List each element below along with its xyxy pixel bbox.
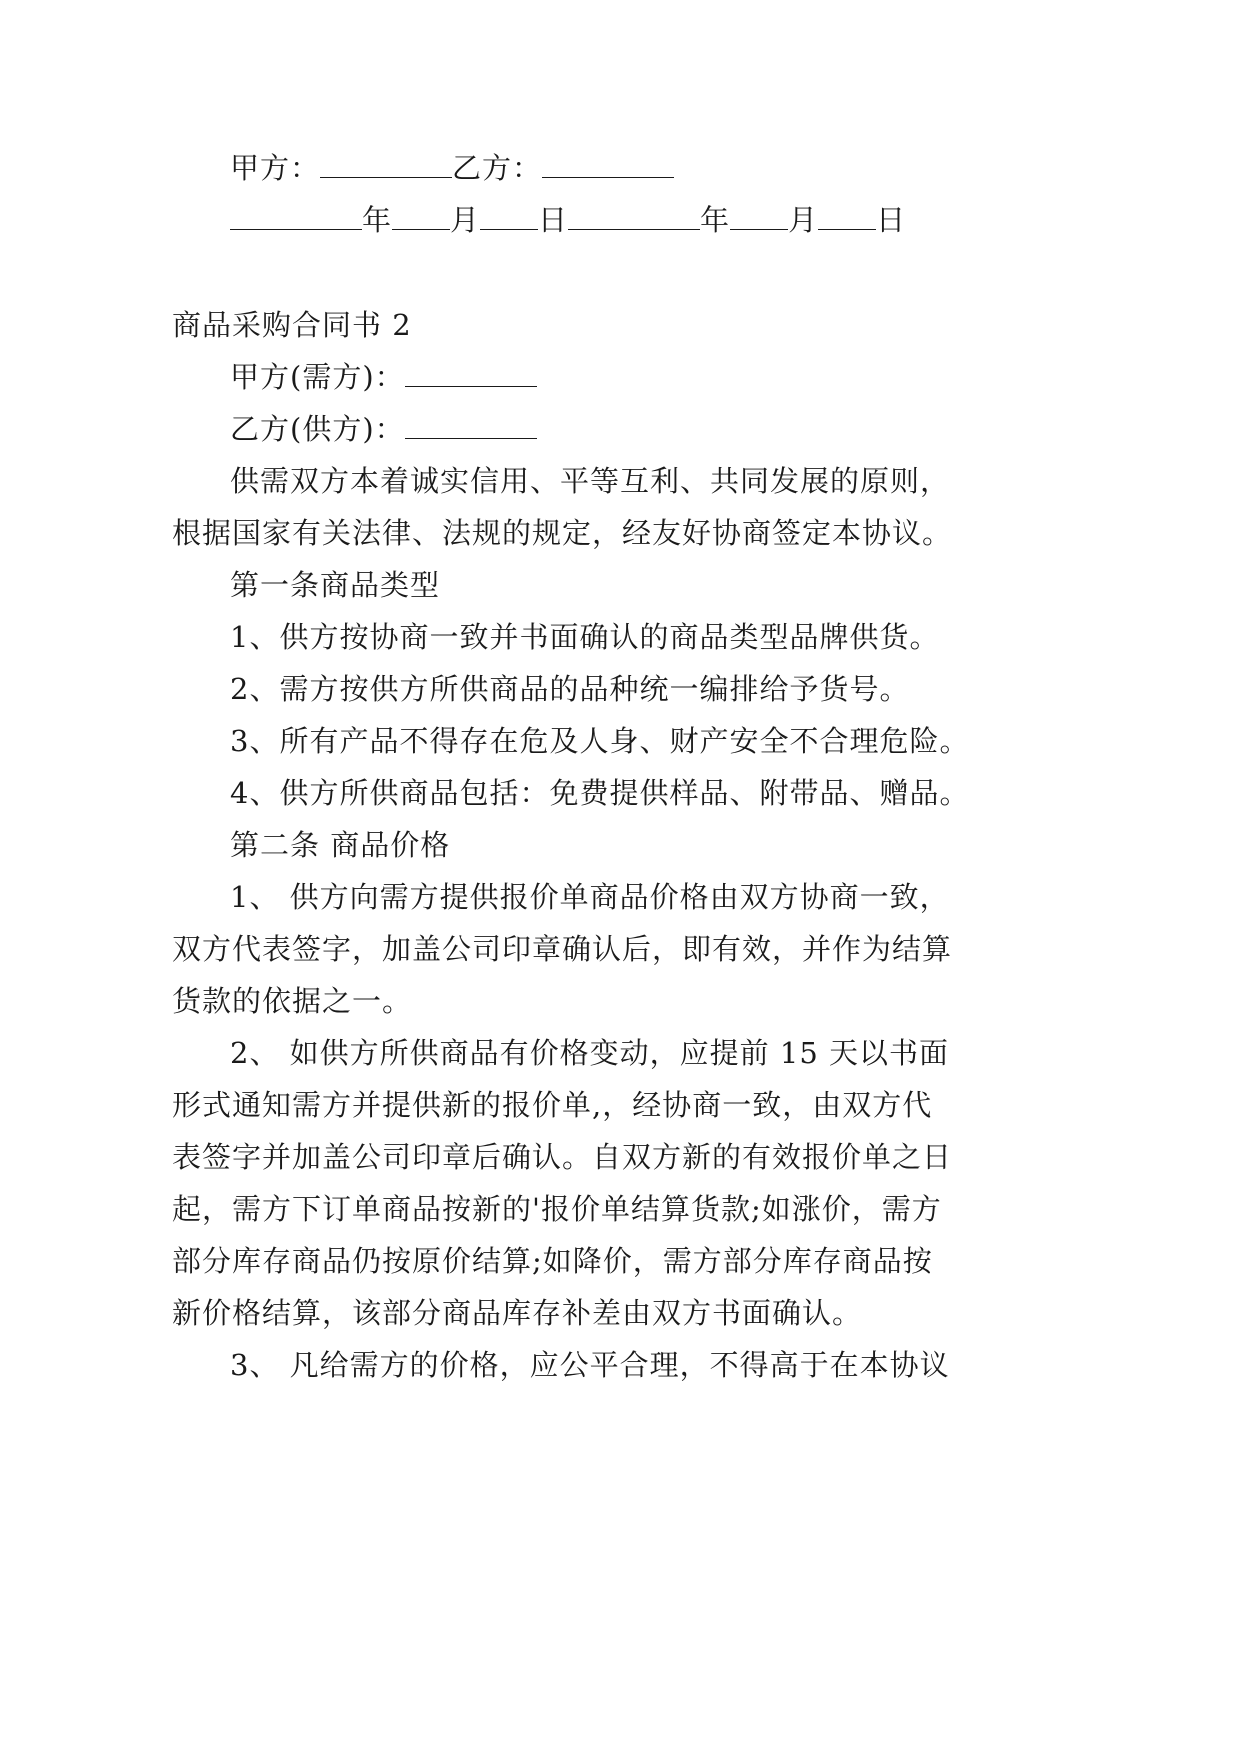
article-2-item-1-line-3: 货款的依据之一。 <box>172 984 413 1018</box>
date-a-month: 月 <box>450 203 481 237</box>
date-b-year-blank <box>568 203 700 230</box>
article-2-heading: 第二条 商品价格 <box>230 828 451 862</box>
article-2-item-2-line-3: 表签字并加盖公司印章后确认。自双方新的有效报价单之日 <box>172 1140 953 1174</box>
party-a-blank <box>320 151 452 178</box>
article-2-item-2-line-5: 部分库存商品仍按原价结算;如降价，需方部分库存商品按 <box>172 1244 933 1278</box>
date-a-year: 年 <box>362 203 393 237</box>
signature-dates-line <box>230 200 906 240</box>
party-b-supply-blank <box>405 412 537 439</box>
party-a-demand-label: 甲方(需方)： <box>230 360 405 394</box>
date-a-month-blank <box>392 203 450 230</box>
article-1-item-4: 4、供方所供商品包括：免费提供样品、附带品、赠品。 <box>230 776 970 810</box>
date-a-year-blank <box>230 203 362 230</box>
article-1-heading: 第一条商品类型 <box>230 568 441 602</box>
article-2-item-1-line-2: 双方代表签字，加盖公司印章确认后，即有效，并作为结算 <box>172 932 953 966</box>
article-2-item-2-line-1: 2、 如供方所供商品有价格变动，应提前 15 天以书面 <box>230 1036 950 1070</box>
intro-line-2: 根据国家有关法律、法规的规定，经友好协商签定本协议。 <box>172 516 953 550</box>
article-1-item-1: 1、供方按协商一致并书面确认的商品类型品牌供货。 <box>230 620 940 654</box>
signature-parties-line <box>230 148 674 188</box>
party-b-supply-line <box>230 409 537 449</box>
article-2-item-2-line-6: 新价格结算，该部分商品库存补差由双方书面确认。 <box>172 1296 863 1330</box>
date-b-month-blank <box>730 203 788 230</box>
date-a-day: 日 <box>538 203 569 237</box>
party-a-demand-blank <box>405 360 537 387</box>
article-1-item-2: 2、需方按供方所供商品的品种统一编排给予货号。 <box>230 672 910 706</box>
date-a-day-blank <box>480 203 538 230</box>
date-b-day-blank <box>818 203 876 230</box>
party-a-demand-line <box>230 357 537 397</box>
article-2-item-1-line-1: 1、 供方向需方提供报价单商品价格由双方协商一致， <box>230 880 950 914</box>
date-b-month: 月 <box>788 203 819 237</box>
party-b-supply-label: 乙方(供方)： <box>230 412 405 446</box>
party-b-label: 乙方： <box>452 151 543 185</box>
party-b-blank <box>542 151 674 178</box>
intro-line-1: 供需双方本着诚实信用、平等互利、共同发展的原则， <box>230 464 951 498</box>
date-b-year: 年 <box>700 203 731 237</box>
article-2-item-3-line-1: 3、 凡给需方的价格，应公平合理，不得高于在本协议 <box>230 1348 950 1382</box>
article-1-item-3: 3、所有产品不得存在危及人身、财产安全不合理危险。 <box>230 724 970 758</box>
article-2-item-2-line-2: 形式通知需方并提供新的报价单,，经协商一致，由双方代 <box>172 1088 933 1122</box>
party-a-label: 甲方： <box>230 151 321 185</box>
contract-title: 商品采购合同书 2 <box>172 308 412 342</box>
date-b-day: 日 <box>876 203 907 237</box>
article-2-item-2-line-4: 起，需方下订单商品按新的'报价单结算货款;如涨价，需方 <box>172 1192 942 1226</box>
